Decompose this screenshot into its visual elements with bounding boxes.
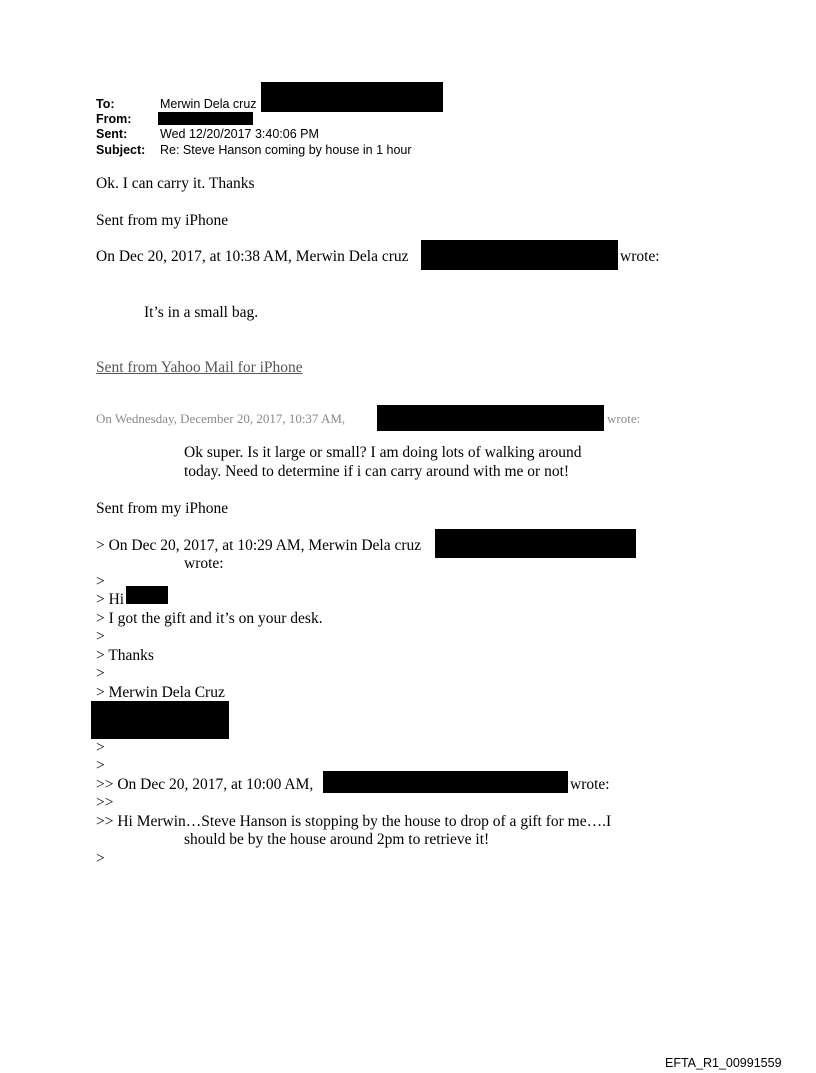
from-label: From: xyxy=(96,112,132,126)
redaction-block xyxy=(435,529,636,558)
quote-wrote: wrote: xyxy=(570,776,610,793)
quote-wrote: wrote: xyxy=(620,248,660,265)
quoted-text: today. Need to determine if i can carry around with me or not! xyxy=(184,463,570,480)
quoted-text: should be by the house around 2pm to retrieve it! xyxy=(184,831,490,848)
quote-marker: > xyxy=(96,757,105,774)
redaction-block xyxy=(421,240,618,270)
quoted-text: > Hi xyxy=(96,591,125,608)
quote-marker: >> xyxy=(96,794,114,811)
bates-number: EFTA_R1_00991559 xyxy=(665,1056,782,1070)
redaction-block xyxy=(126,586,168,604)
quote-marker: > xyxy=(96,665,105,682)
yahoo-mail-link[interactable]: Sent from Yahoo Mail for iPhone xyxy=(96,359,303,376)
quote-marker: > xyxy=(96,628,105,645)
quoted-text: > Merwin Dela Cruz xyxy=(96,684,225,701)
quoted-text: > I got the gift and it’s on your desk. xyxy=(96,610,323,627)
quoted-text: > Thanks xyxy=(96,647,154,664)
quoted-text: >> Hi Merwin…Steve Hanson is stopping by the house to drop of a gift for me….I xyxy=(96,813,612,830)
redaction-block xyxy=(91,701,229,739)
quote-marker: > xyxy=(96,573,105,590)
quoted-text: It’s in a small bag. xyxy=(144,304,259,321)
signature: Sent from my iPhone xyxy=(96,212,229,229)
redaction-block xyxy=(377,405,604,431)
quote-intro: On Wednesday, December 20, 2017, 10:37 AM, xyxy=(96,411,346,426)
quote-intro: On Dec 20, 2017, at 10:38 AM, Merwin Dela cruz xyxy=(96,248,409,265)
redaction-block xyxy=(323,771,568,793)
quote-wrote: wrote: xyxy=(607,411,641,426)
signature: Sent from my iPhone xyxy=(96,500,229,517)
sent-value: Wed 12/20/2017 3:40:06 PM xyxy=(160,127,319,141)
subject-value: Re: Steve Hanson coming by house in 1 hour xyxy=(160,143,412,157)
quote-marker: > xyxy=(96,739,105,756)
quote-marker: > xyxy=(96,850,105,867)
sent-label: Sent: xyxy=(96,127,128,141)
quoted-text: Ok super. Is it large or small? I am doing lots of walking around xyxy=(184,444,582,461)
to-label: To: xyxy=(96,97,115,111)
redaction-block xyxy=(261,82,443,112)
redaction-block xyxy=(158,112,253,125)
quote-intro: > On Dec 20, 2017, at 10:29 AM, Merwin Dela cruz xyxy=(96,537,422,554)
subject-label: Subject: xyxy=(96,143,146,157)
quote-intro: >> On Dec 20, 2017, at 10:00 AM, xyxy=(96,776,314,793)
reply-line: Ok. I can carry it. Thanks xyxy=(96,175,255,192)
quote-wrote: wrote: xyxy=(184,555,224,572)
to-value: Merwin Dela cruz xyxy=(160,97,257,111)
